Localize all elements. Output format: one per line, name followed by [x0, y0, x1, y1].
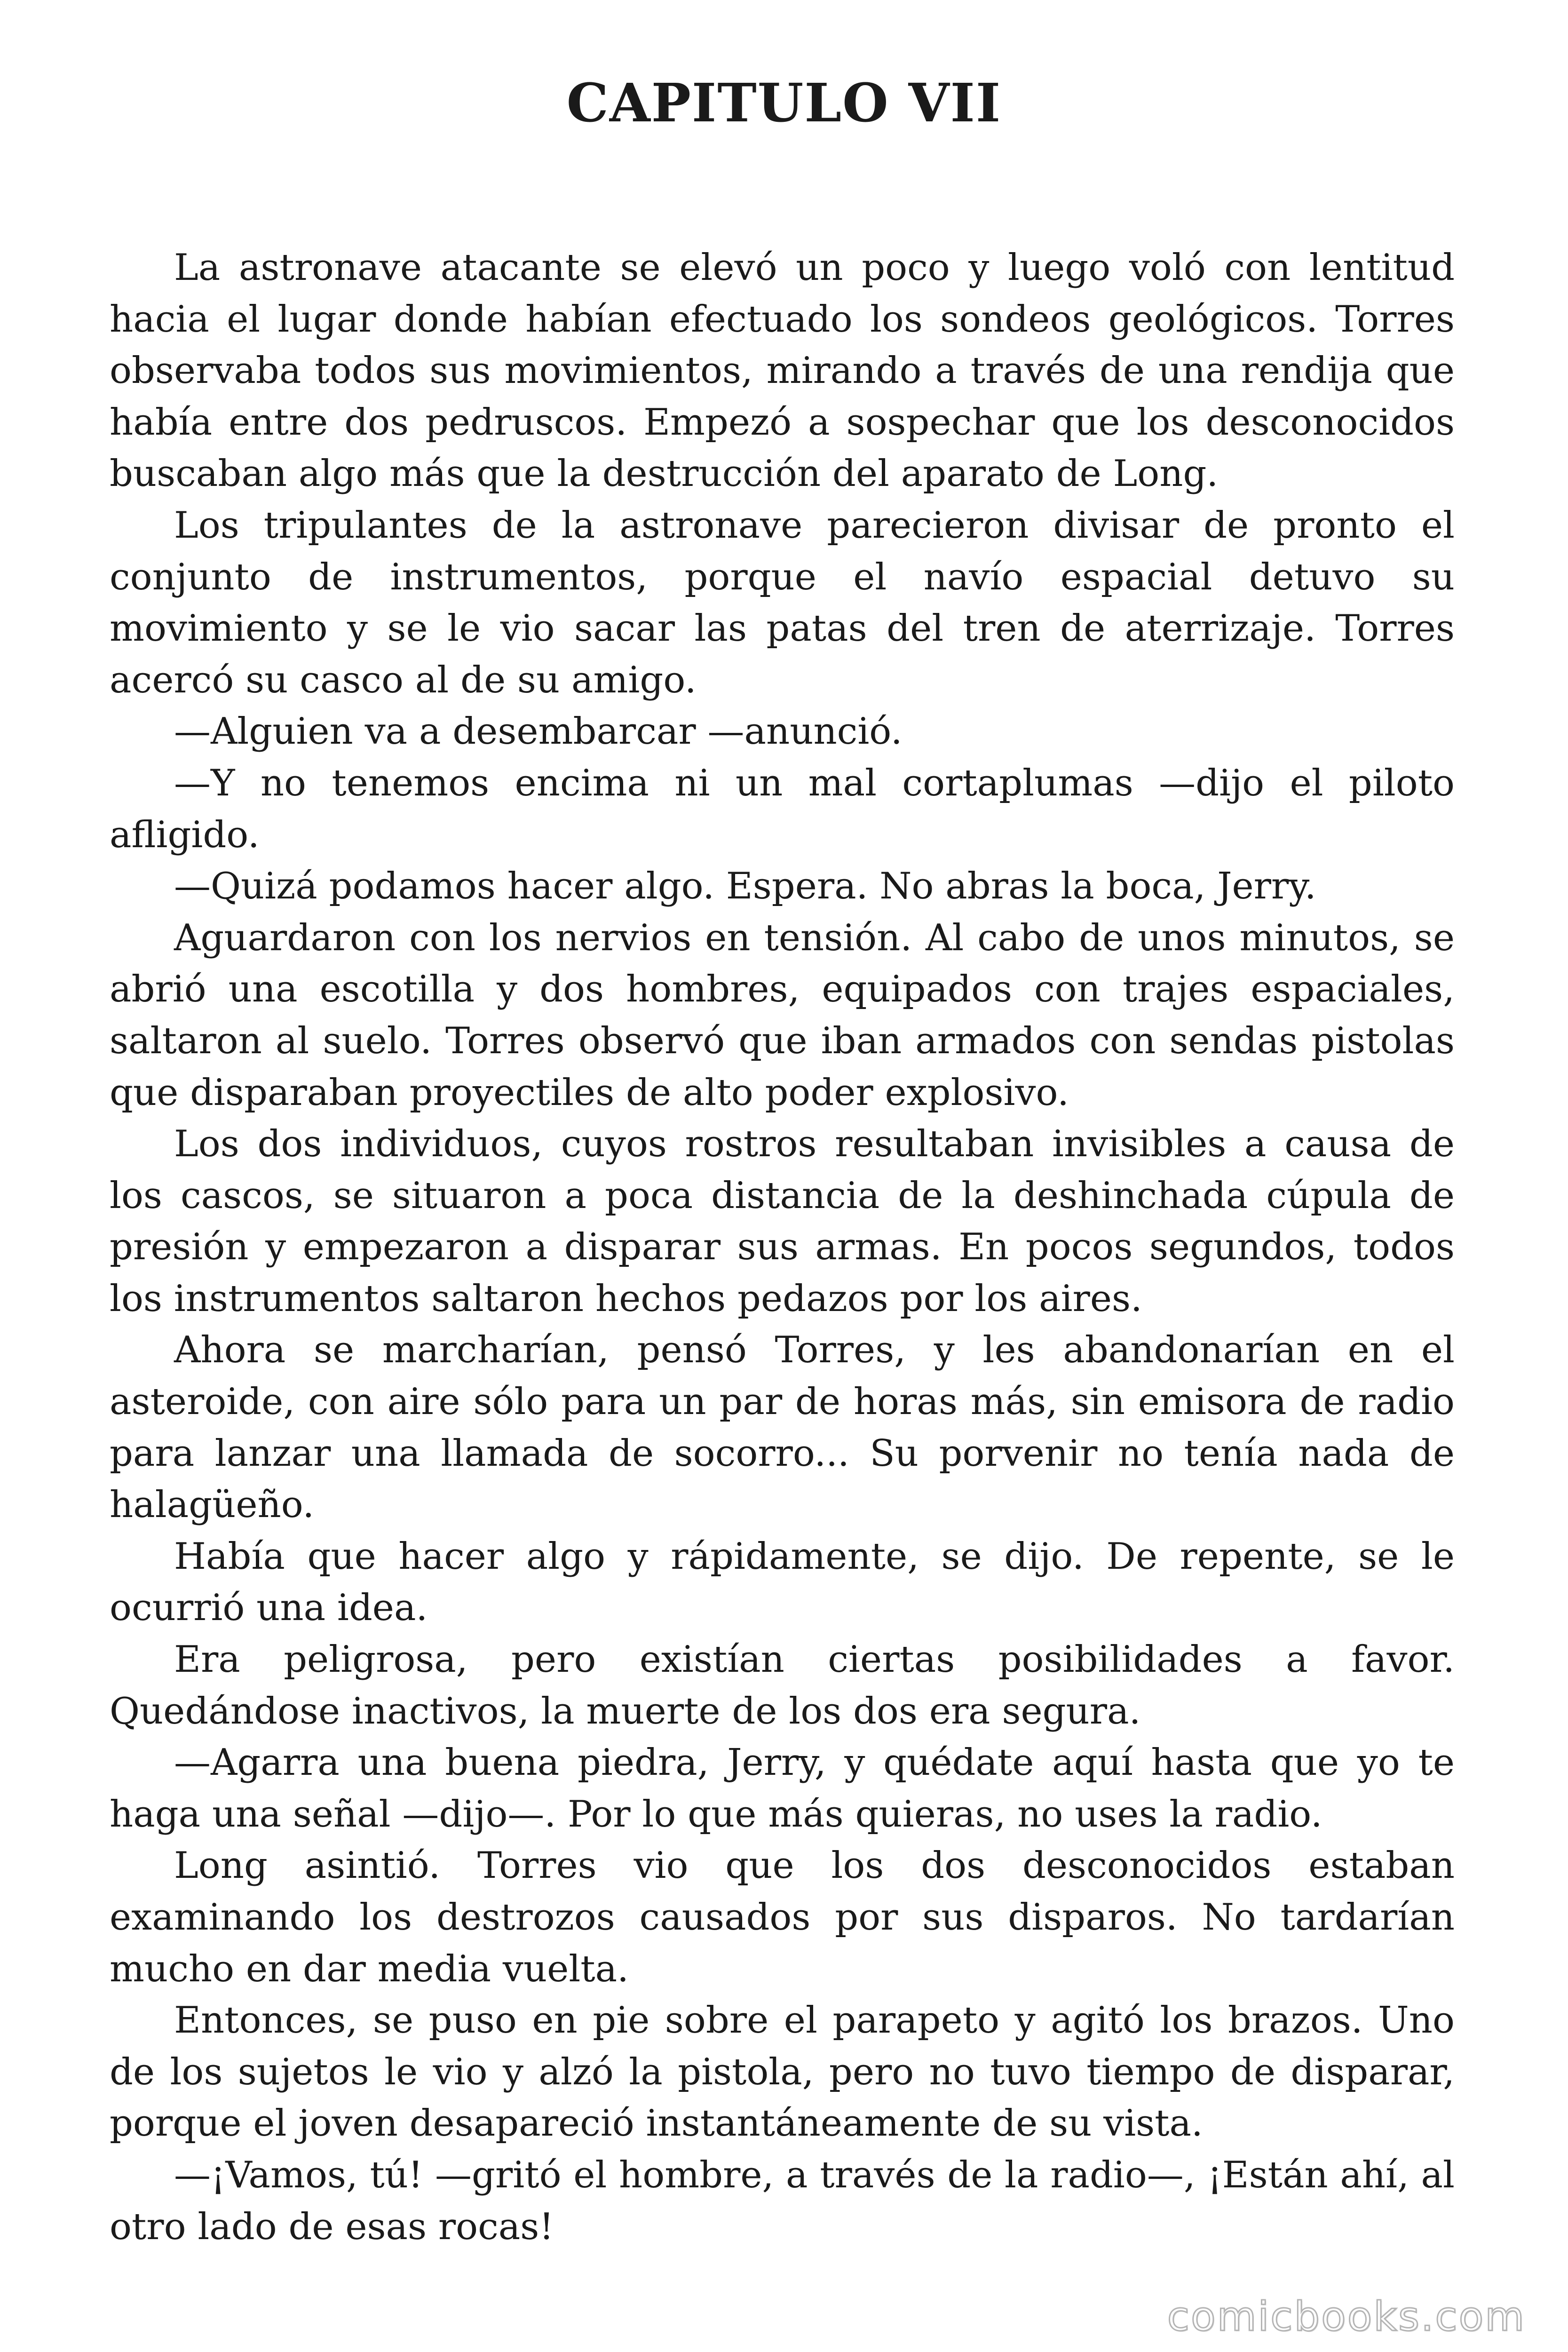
chapter-title: CAPITULO VII [566, 72, 1002, 134]
paragraph: Aguardaron con los nervios en tensión. Al cabo de unos minutos, se abrió una escotilla y dos hombres, equipados con trajes espaciales, saltaron al suelo. Torres observó que iban armados con sendas pistolas que disparaban proyectiles de alto poder explosivo. [110, 916, 1455, 1114]
paragraph: La astronave atacante se elevó un poco y luego voló con lentitud hacia el lugar donde habían efectuado los sondeos geológicos. Torres observaba todos sus movimientos, mirando a través de una rendija que había entre dos pedruscos. Empezó a sospechar que los desconocidos buscaban algo más que la destrucción del aparato de Long. [110, 246, 1455, 495]
paragraph: —Alguien va a desembarcar —anunció. [174, 710, 903, 753]
paragraph: —Quizá podamos hacer algo. Espera. No abras la boca, Jerry. [174, 865, 1316, 908]
paragraph: —¡Vamos, tú! —gritó el hombre, a través de la radio—, ¡Están ahí, al otro lado de esas rocas! [110, 2153, 1455, 2248]
paragraph: Era peligrosa, pero existían ciertas posibilidades a favor. Quedándose inactivos, la muerte de los dos era segura. [110, 1638, 1455, 1732]
paragraph: Los tripulantes de la astronave parecieron divisar de pronto el conjunto de instrumentos, porque el navío espacial detuvo su movimiento y se le vio sacar las patas del tren de aterrizaje. Torres acercó su casco al de su amigo. [110, 504, 1455, 701]
paragraph: —Y no tenemos encima ni un mal cortaplumas —dijo el piloto afligido. [110, 762, 1455, 856]
paragraph: Long asintió. Torres vio que los dos desconocidos estaban examinando los destrozos causados por sus disparos. No tardarían mucho en dar media vuelta. [110, 1844, 1455, 1990]
paragraph: Entonces, se puso en pie sobre el parapeto y agitó los brazos. Uno de los sujetos le vio y alzó la pistola, pero no tuvo tiempo de disparar, porque el joven desapareció instantáneamente de su vista. [110, 1999, 1455, 2145]
paragraph: Los dos individuos, cuyos rostros resultaban invisibles a causa de los cascos, se situaron a poca distancia de la deshinchada cúpula de presión y empezaron a disparar sus armas. En pocos segundos, todos los instrumentos saltaron hechos pedazos por los aires. [110, 1123, 1455, 1320]
paragraph: Ahora se marcharían, pensó Torres, y les abandonarían en el asteroide, con aire sólo para un par de horas más, sin emisora de radio para lanzar una llamada de socorro... Su porvenir no tenía nada de halagüeño. [110, 1329, 1455, 1526]
chapter-body [110, 242, 1455, 2253]
watermark-text: comicbooks.com [1167, 2293, 1526, 2340]
paragraph: Había que hacer algo y rápidamente, se dijo. De repente, se le ocurrió una idea. [110, 1535, 1455, 1629]
paragraph: —Agarra una buena piedra, Jerry, y quédate aquí hasta que yo te haga una señal —dijo—. Por lo que más quieras, no uses la radio. [110, 1741, 1455, 1836]
